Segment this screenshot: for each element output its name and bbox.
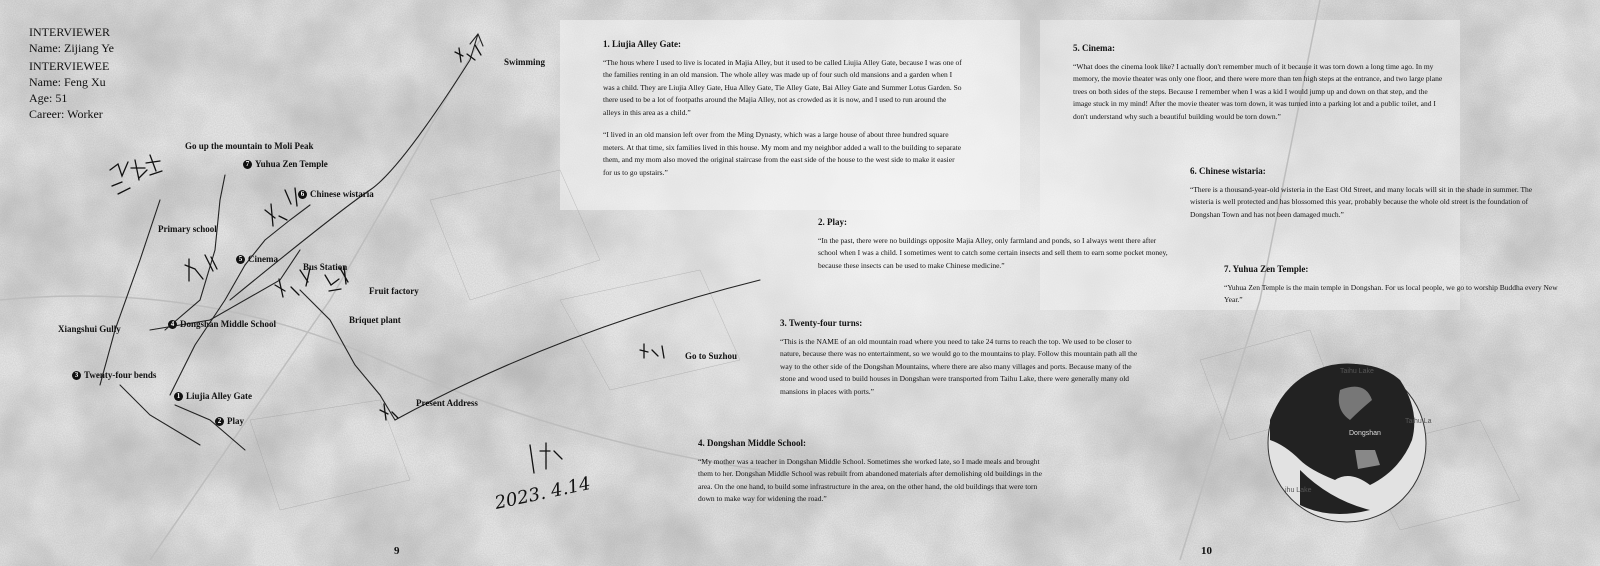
story-paragraph: “The hous where I used to live is located in Majia Alley, but it used to be called Liujia Alley Gate, because I was one of the families renting in an old mansion. The whole alley was made up of four such old mansions and a garden when I was a child. They are Liujia Alley Gate, Hua Alley Gate, Tie Alley Gate, Bai Alley Gate and Summer Lotus Garden. So there used to be a lot of footpaths around the Majia Alley, not as crowded as it is now, and I used to run around the alleys in this area as a child.” (603, 57, 962, 117)
label-cinema: 5 Cinema (236, 254, 278, 264)
story-title: 3. Twenty-four turns: (780, 318, 863, 328)
story-paragraph: “Yuhua Zen Temple is the main temple in Dongshan. For us local people, we go to worship Buddha every New Year.” (1224, 282, 1558, 304)
story-title: 7. Yuhua Zen Temple: (1224, 264, 1309, 274)
story-title: 1. Liujia Alley Gate: (603, 39, 681, 49)
story-paragraph: “What does the cinema look like? I actually don't remember much of it because it was torn down a long time ago. In my memory, the movie theater was only one floor, and there were more than ten high steps at the entrance, and two large plane trees on both sides of the steps. Because I remember when I was a kid I would jump up and down on that step, and the image stuck in my mind! After the movie theater was torn down, it was turned into a parking lot and a public toilet, and I don't understand why such a beautiful building would be torn down.” (1073, 61, 1443, 121)
page-number-left: 9 (394, 545, 400, 557)
page-number-right: 10 (1201, 545, 1212, 557)
interviewer-heading: INTERVIEWER (29, 25, 111, 39)
label-briquet-plant: Briquet plant (349, 315, 401, 325)
label-liujia-alley-gate: 1 Liujia Alley Gate (174, 391, 252, 401)
interviewee-age: Age: 51 (29, 91, 68, 105)
marker-3: 3 (72, 371, 81, 380)
inset-label-taihu-top: Taihu Lake (1340, 368, 1374, 375)
label-twenty-four-bends: 3 Twenty-four bends (72, 370, 156, 380)
story-paragraph: “In the past, there were no buildings opposite Majia Alley, only farmland and ponds, so I always went there after school when I was a child. I sometimes went to catch some certain insects and sell them to earn some pocket money, because these insects can be used to make Chinese medicine.” (818, 235, 1168, 270)
marker-6: 6 (298, 190, 307, 199)
marker-7: 7 (243, 160, 252, 169)
handwritten-date: 2023. 4.14 (492, 473, 593, 514)
dongshan-inset-map (1268, 364, 1426, 522)
story-title: 6. Chinese wistaria: (1190, 166, 1266, 176)
label-dongshan-middle-school: 4 Dongshan Middle School (168, 319, 276, 329)
label-present-address: Present Address (416, 398, 478, 408)
story-paragraph: “This is the NAME of an old mountain road where you need to take 24 turns to reach the top. We used to be closer to nature, because there was no entertainment, so we would go to the mountains to play. Follow this mountain path all the way to the other side of the Dongshan Mountains, where there are also many villages and ports. Because many of the stone and wood used to build houses in Dongshan were transported from Taihu Lake, there were generally many old mansions in places with ports.” (780, 336, 1138, 396)
interviewee-career: Career: Worker (29, 107, 103, 121)
label-moli-peak: Go up the mountain to Moli Peak (185, 141, 314, 151)
label-go-to-suzhou: Go to Suzhou (685, 351, 738, 361)
inset-label-bottom-lake: ihu Lake (1285, 487, 1312, 494)
marker-2: 2 (215, 417, 224, 426)
story-paragraph: “There is a thousand-year-old wisteria in the East Old Street, and many locals will sit in the shade in summer. The wisteria is well protected and has blossomed this year, probably because the whole old street is the foundation of Dongshan Town and has not been damaged much.” (1190, 184, 1533, 219)
inset-label-dongshan: Dongshan (1349, 430, 1381, 437)
story-yuhua-zen-temple (1224, 263, 1564, 317)
label-primary-school: Primary school (158, 224, 217, 234)
story-twenty-four-turns (780, 317, 1148, 408)
story-title: 5. Cinema: (1073, 43, 1115, 53)
story-cinema (1073, 42, 1443, 133)
story-paragraph: “I lived in an old mansion left over from the Ming Dynasty, which was a large house of about three hundred square meters. At that time, six families lived in this house. My mom and my neighbor added a wall to the building to separate them, and my mom also moved the original staircase from the east side of the house to the west side to make it easier for us to go upstairs.” (603, 130, 962, 177)
marker-5: 5 (236, 255, 245, 264)
label-bus-station: Bus Station (303, 262, 348, 272)
label-swimming: Swimming (504, 57, 546, 67)
interviewee-name: Name: Feng Xu (29, 75, 106, 89)
story-dongshan-middle-school (698, 437, 1046, 516)
interviewee-heading: INTERVIEWEE (29, 59, 110, 73)
interview-info (29, 24, 114, 122)
story-title: 4. Dongshan Middle School: (698, 438, 807, 448)
marker-4: 4 (168, 320, 177, 329)
interviewer-name: Name: Zijiang Ye (29, 41, 114, 55)
marker-1: 1 (174, 392, 183, 401)
story-chinese-wistaria (1190, 165, 1555, 231)
story-title: 2. Play: (818, 217, 847, 227)
label-yuhua-zen-temple: 7 Yuhua Zen Temple (243, 159, 328, 169)
inset-label-taihu-right: Taihu La (1405, 418, 1432, 425)
label-chinese-wistaria: 6 Chinese wistaria (298, 189, 374, 199)
story-play (818, 216, 1173, 282)
label-play: 2 Play (215, 416, 244, 426)
label-fruit-factory: Fruit factory (369, 286, 419, 296)
story-liujia-alley-gate (603, 38, 965, 189)
label-xiangshui-gully: Xiangshui Gully (58, 324, 121, 334)
story-paragraph: “My mother was a teacher in Dongshan Middle School. Sometimes she worked late, so I made meals and brought them to her. Dongshan Middle School was rebuilt from abandoned materials after demolishing old buildings in the area. On the one hand, to build some infrastructure in the area, on the other hand, the old buildings that were torn down to make way for widening the road.” (698, 456, 1042, 503)
